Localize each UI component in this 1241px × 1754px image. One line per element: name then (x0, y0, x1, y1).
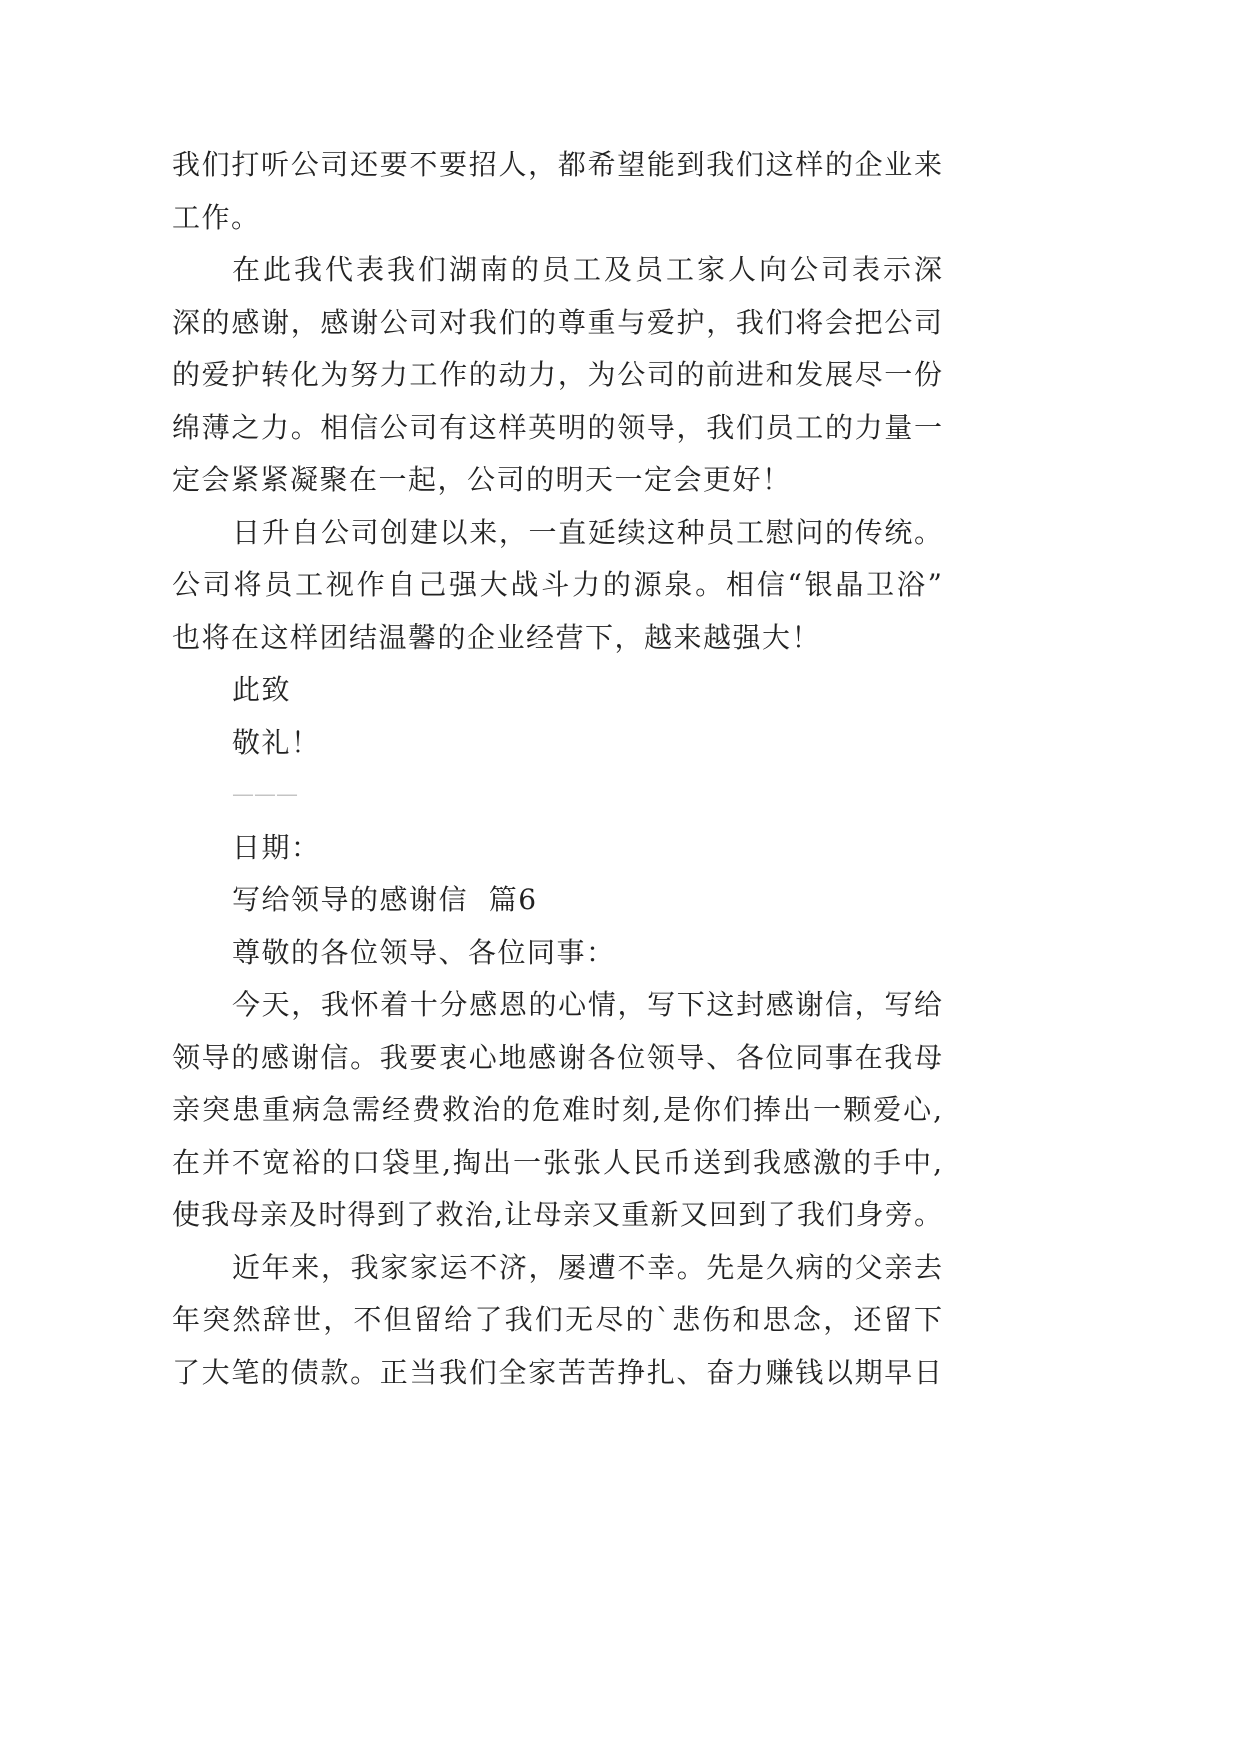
signature-line: ——— (232, 782, 298, 807)
text-line: 定会紧紧凝聚在一起，公司的明天一定会更好！ (172, 463, 792, 496)
closing-salutation: 此致 (232, 673, 292, 706)
letter-greeting: 尊敬的各位领导、各位同事： (232, 935, 616, 969)
text-line: 近年来，我家家运不济，屡遭不幸。先是久病的父亲去 (232, 1250, 942, 1284)
text-line: 日升自公司创建以来，一直延续这种员工慰问的传统。 (232, 515, 942, 549)
text-line: 绵薄之力。相信公司有这样英明的领导，我们员工的力量一 (172, 410, 942, 444)
text-line: 公司将员工视作自己强大战斗力的源泉。相信“银晶卫浴” (172, 568, 942, 601)
text-line: 深的感谢，感谢公司对我们的尊重与爱护，我们将会把公司 (172, 305, 942, 339)
text-line: 我们打听公司还要不要招人，都希望能到我们这样的企业来 (172, 148, 942, 181)
document-body (172, 139, 942, 1399)
text-line: 领导的感谢信。我要衷心地感谢各位领导、各位同事在我母 (172, 1040, 942, 1074)
paragraph (172, 1242, 942, 1400)
text-line: 了大笔的债款。正当我们全家苦苦挣扎、奋力赚钱以期早日 (172, 1355, 942, 1389)
text-line: 今天，我怀着十分感恩的心情，写下这封感谢信，写给 (232, 988, 942, 1021)
text-line: 的爱护转化为努力工作的动力，为公司的前进和发展尽一份 (172, 358, 942, 391)
text-line: 也将在这样团结温馨的企业经营下，越来越强大！ (172, 620, 822, 654)
paragraph (172, 979, 942, 1242)
text-line: 亲突患重病急需经费救治的危难时刻,是你们捧出一颗爱心, (172, 1093, 942, 1126)
letter-heading: 写给领导的感谢信 篇6 (232, 883, 538, 916)
paragraph (172, 244, 942, 507)
closing-regards: 敬礼！ (232, 725, 321, 759)
text-line: 工作。 (172, 200, 261, 234)
paragraph (172, 507, 942, 665)
text-line: 使我母亲及时得到了救治,让母亲又重新又回到了我们身旁。 (172, 1198, 942, 1231)
text-line: 在此我代表我们湖南的员工及员工家人向公司表示深 (232, 253, 942, 286)
text-line: 年突然辞世，不但留给了我们无尽的`悲伤和思念，还留下 (172, 1303, 942, 1336)
text-line: 在并不宽裕的口袋里,掏出一张张人民币送到我感激的手中, (172, 1145, 942, 1179)
date-label: 日期： (232, 830, 321, 864)
paragraph (172, 139, 942, 244)
letter-closing (172, 664, 942, 874)
